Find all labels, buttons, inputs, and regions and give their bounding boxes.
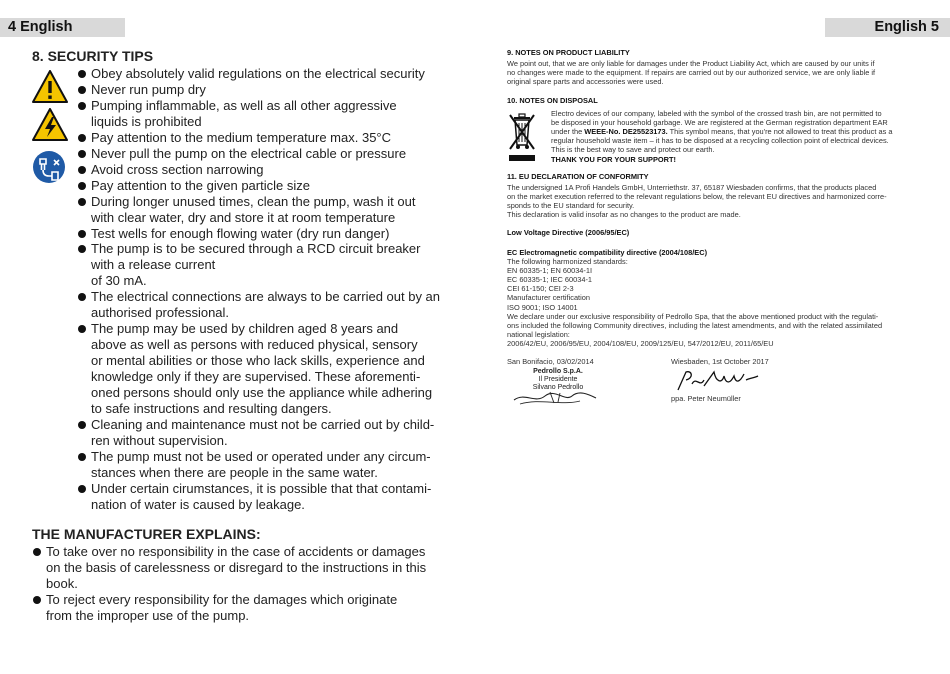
list-item	[78, 481, 450, 513]
list-item	[78, 178, 450, 194]
place-date-right: Wiesbaden, 1st October 2017	[671, 357, 769, 366]
bullet-icon	[78, 421, 86, 429]
disposal-text	[551, 109, 923, 164]
list-item-text: To reject every responsibility for the damages which originate from the improper use of the pump.	[46, 591, 398, 623]
stamp-role: Il Presidente	[538, 376, 578, 383]
bullet-icon	[78, 485, 86, 493]
conformity-text: The undersigned 1A Profi Handels GmbH, Unterriethstr. 37, 65187 Wiesbaden confirms, that the products placed on the market execution referred to the relevant regulations below, the relevant EU directives and harmonized corre- sponds to the EU standard for security. This declaration is valid insofar as no changes to the product are made.	[507, 183, 887, 220]
security-tips-list	[78, 66, 450, 513]
disposal-text-part-2: This symbol means, that you're not allowed to treat this product as a regular household waste item – it has to be disposed at a recycling collection point of electrical devices. This is the best way to save and protect our earth.	[551, 127, 893, 155]
bullet-icon	[78, 453, 86, 461]
bullet-icon	[78, 293, 86, 301]
list-item	[33, 544, 448, 592]
manufacturer-title: THE MANUFACTURER EXPLAINS:	[32, 526, 261, 542]
stamp-name: Silvano Pedrollo	[532, 384, 584, 391]
bullet-icon	[78, 86, 86, 94]
liability-section	[507, 48, 922, 86]
list-item-text: Obey absolutely valid regulations on the electrical security	[91, 66, 425, 81]
bullet-icon	[78, 325, 86, 333]
disposal-text-part-1: Electro devices of our company, labeled with the symbol of the crossed trash bin, are not permitted to be disposed in your household garbage. We are registered at the German registration department EAR under the	[551, 109, 888, 137]
bullet-icon	[78, 230, 86, 238]
list-item-text: Never run pump dry	[91, 81, 206, 97]
list-item-text: Never pull the pump on the electrical cable or pressure	[91, 145, 407, 161]
list-item	[78, 289, 450, 321]
bullet-icon	[78, 150, 86, 158]
stamp-company: Pedrollo S.p.A.	[533, 368, 583, 375]
bullet-icon	[33, 596, 41, 604]
list-item	[78, 66, 450, 82]
weee-number: WEEE-No. DE25523173.	[584, 127, 668, 137]
page-header-left: 4 English	[0, 18, 125, 37]
list-item	[78, 130, 450, 146]
list-item-text: Test wells for enough flowing water (dry run danger)	[91, 225, 390, 241]
list-item-text: The pump is to be secured through a RCD circuit breaker with a release current of 30 mA.	[91, 241, 421, 289]
bullet-icon	[78, 102, 86, 110]
conformity-title: 11. EU DECLARATION OF CONFORMITY	[507, 172, 649, 181]
low-voltage-directive	[507, 228, 922, 237]
list-item-text: Cleaning and maintenance must not be carried out by child- ren without supervision.	[91, 416, 435, 448]
emc-text: The following harmonized standards: EN 60335-1; EN 60034-1I EC 60335-1; IEC 60034-1 CEI 61-150; CEI 2-3 Manufacturer certification ISO 9001; ISO 14001 We declare under our exclusive responsibility of Pedrollo Spa, that the above mentioned product with the regulati- ons included the following Community directives, including the latest amendments, and with the related assimilated national legislation: 2006/42/EU, 2006/95/EU, 2004/108/EU, 2009/125/EU, 547/2012/EU, 2011/65/EU	[507, 257, 883, 348]
emc-title: EC Electromagnetic compatibility directive (2004/108/EC)	[507, 248, 708, 257]
list-item	[78, 82, 450, 98]
manufacturer-list	[33, 544, 448, 624]
list-item	[78, 241, 450, 289]
bullet-icon	[78, 198, 86, 206]
bullet-icon	[78, 182, 86, 190]
list-item	[78, 449, 450, 481]
disposal-title: 10. NOTES ON DISPOSAL	[507, 96, 598, 105]
list-item-text: During longer unused times, clean the pump, wash it out with clear water, dry and store it at room temperature	[91, 193, 416, 225]
list-item-text: The pump may be used by children aged 8 years and above as well as persons with reduced physical, sensory or mental abilities or those who lack skills, experience and knowledge only if they are supervised. These aforementi- oned persons should only use the appliance while adhering to safe instructions and resulting dangers.	[91, 321, 433, 417]
list-item-text: Under certain cirumstances, it is possible that that contami- nation of water is caused by leakage.	[91, 480, 432, 512]
list-item	[78, 194, 450, 226]
bullet-icon	[78, 134, 86, 142]
warning-triangle-icon	[32, 70, 68, 106]
list-item-text: Pay attention to the medium temperature max. 35°C	[91, 129, 392, 145]
disposal-thanks: THANK YOU FOR YOUR SUPPORT!	[551, 154, 676, 164]
disposal-section	[507, 96, 922, 169]
list-item	[78, 226, 450, 242]
list-item-text: The pump must not be used or operated under any circum- stances when there are people in the same water.	[91, 448, 431, 480]
list-item-text: To take over no responsibility in the case of accidents or damages on the basis of carelessness or disregard to the instructions in this book.	[46, 544, 427, 591]
bullet-icon	[78, 70, 86, 78]
conformity-section	[507, 172, 922, 219]
list-item-text: The electrical connections are always to be carried out by an authorised professional.	[91, 289, 441, 321]
bullet-icon	[33, 548, 41, 556]
list-item-text: Pumping inflammable, as well as all other aggressive liquids is prohibited	[91, 97, 397, 129]
page-header-right: English 5	[825, 18, 950, 37]
bullet-icon	[78, 245, 86, 253]
list-item-text: Avoid cross section narrowing	[91, 161, 264, 177]
list-item	[78, 146, 450, 162]
list-item	[78, 162, 450, 178]
liability-title: 9. NOTES ON PRODUCT LIABILITY	[507, 48, 630, 57]
crossed-trash-bin-icon	[507, 111, 537, 163]
list-item	[33, 592, 448, 624]
signatory-name: ppa. Peter Neumüller	[671, 394, 741, 403]
security-tips-title: 8. SECURITY TIPS	[32, 48, 154, 64]
list-item	[78, 321, 450, 417]
list-item	[78, 98, 450, 130]
list-item-text: Pay attention to the given particle size	[91, 177, 310, 193]
pedrollo-signature	[510, 386, 600, 408]
lvd-title: Low Voltage Directive (2006/95/EC)	[507, 228, 630, 237]
liability-text: We point out, that we are only liable for damages under the Product Liability Act, which are caused by our units if no changes were made to the equipment. If repairs are carried out by our authorized service, we are only liable if original spare parts and accessories were used.	[507, 59, 876, 87]
neumuller-signature	[674, 368, 760, 394]
disconnect-power-icon	[32, 150, 68, 186]
list-item	[78, 417, 450, 449]
emc-directive-section	[507, 248, 922, 348]
bullet-icon	[78, 166, 86, 174]
electrical-hazard-icon	[32, 108, 68, 144]
place-date-left: San Bonifacio, 03/02/2014	[507, 357, 594, 366]
